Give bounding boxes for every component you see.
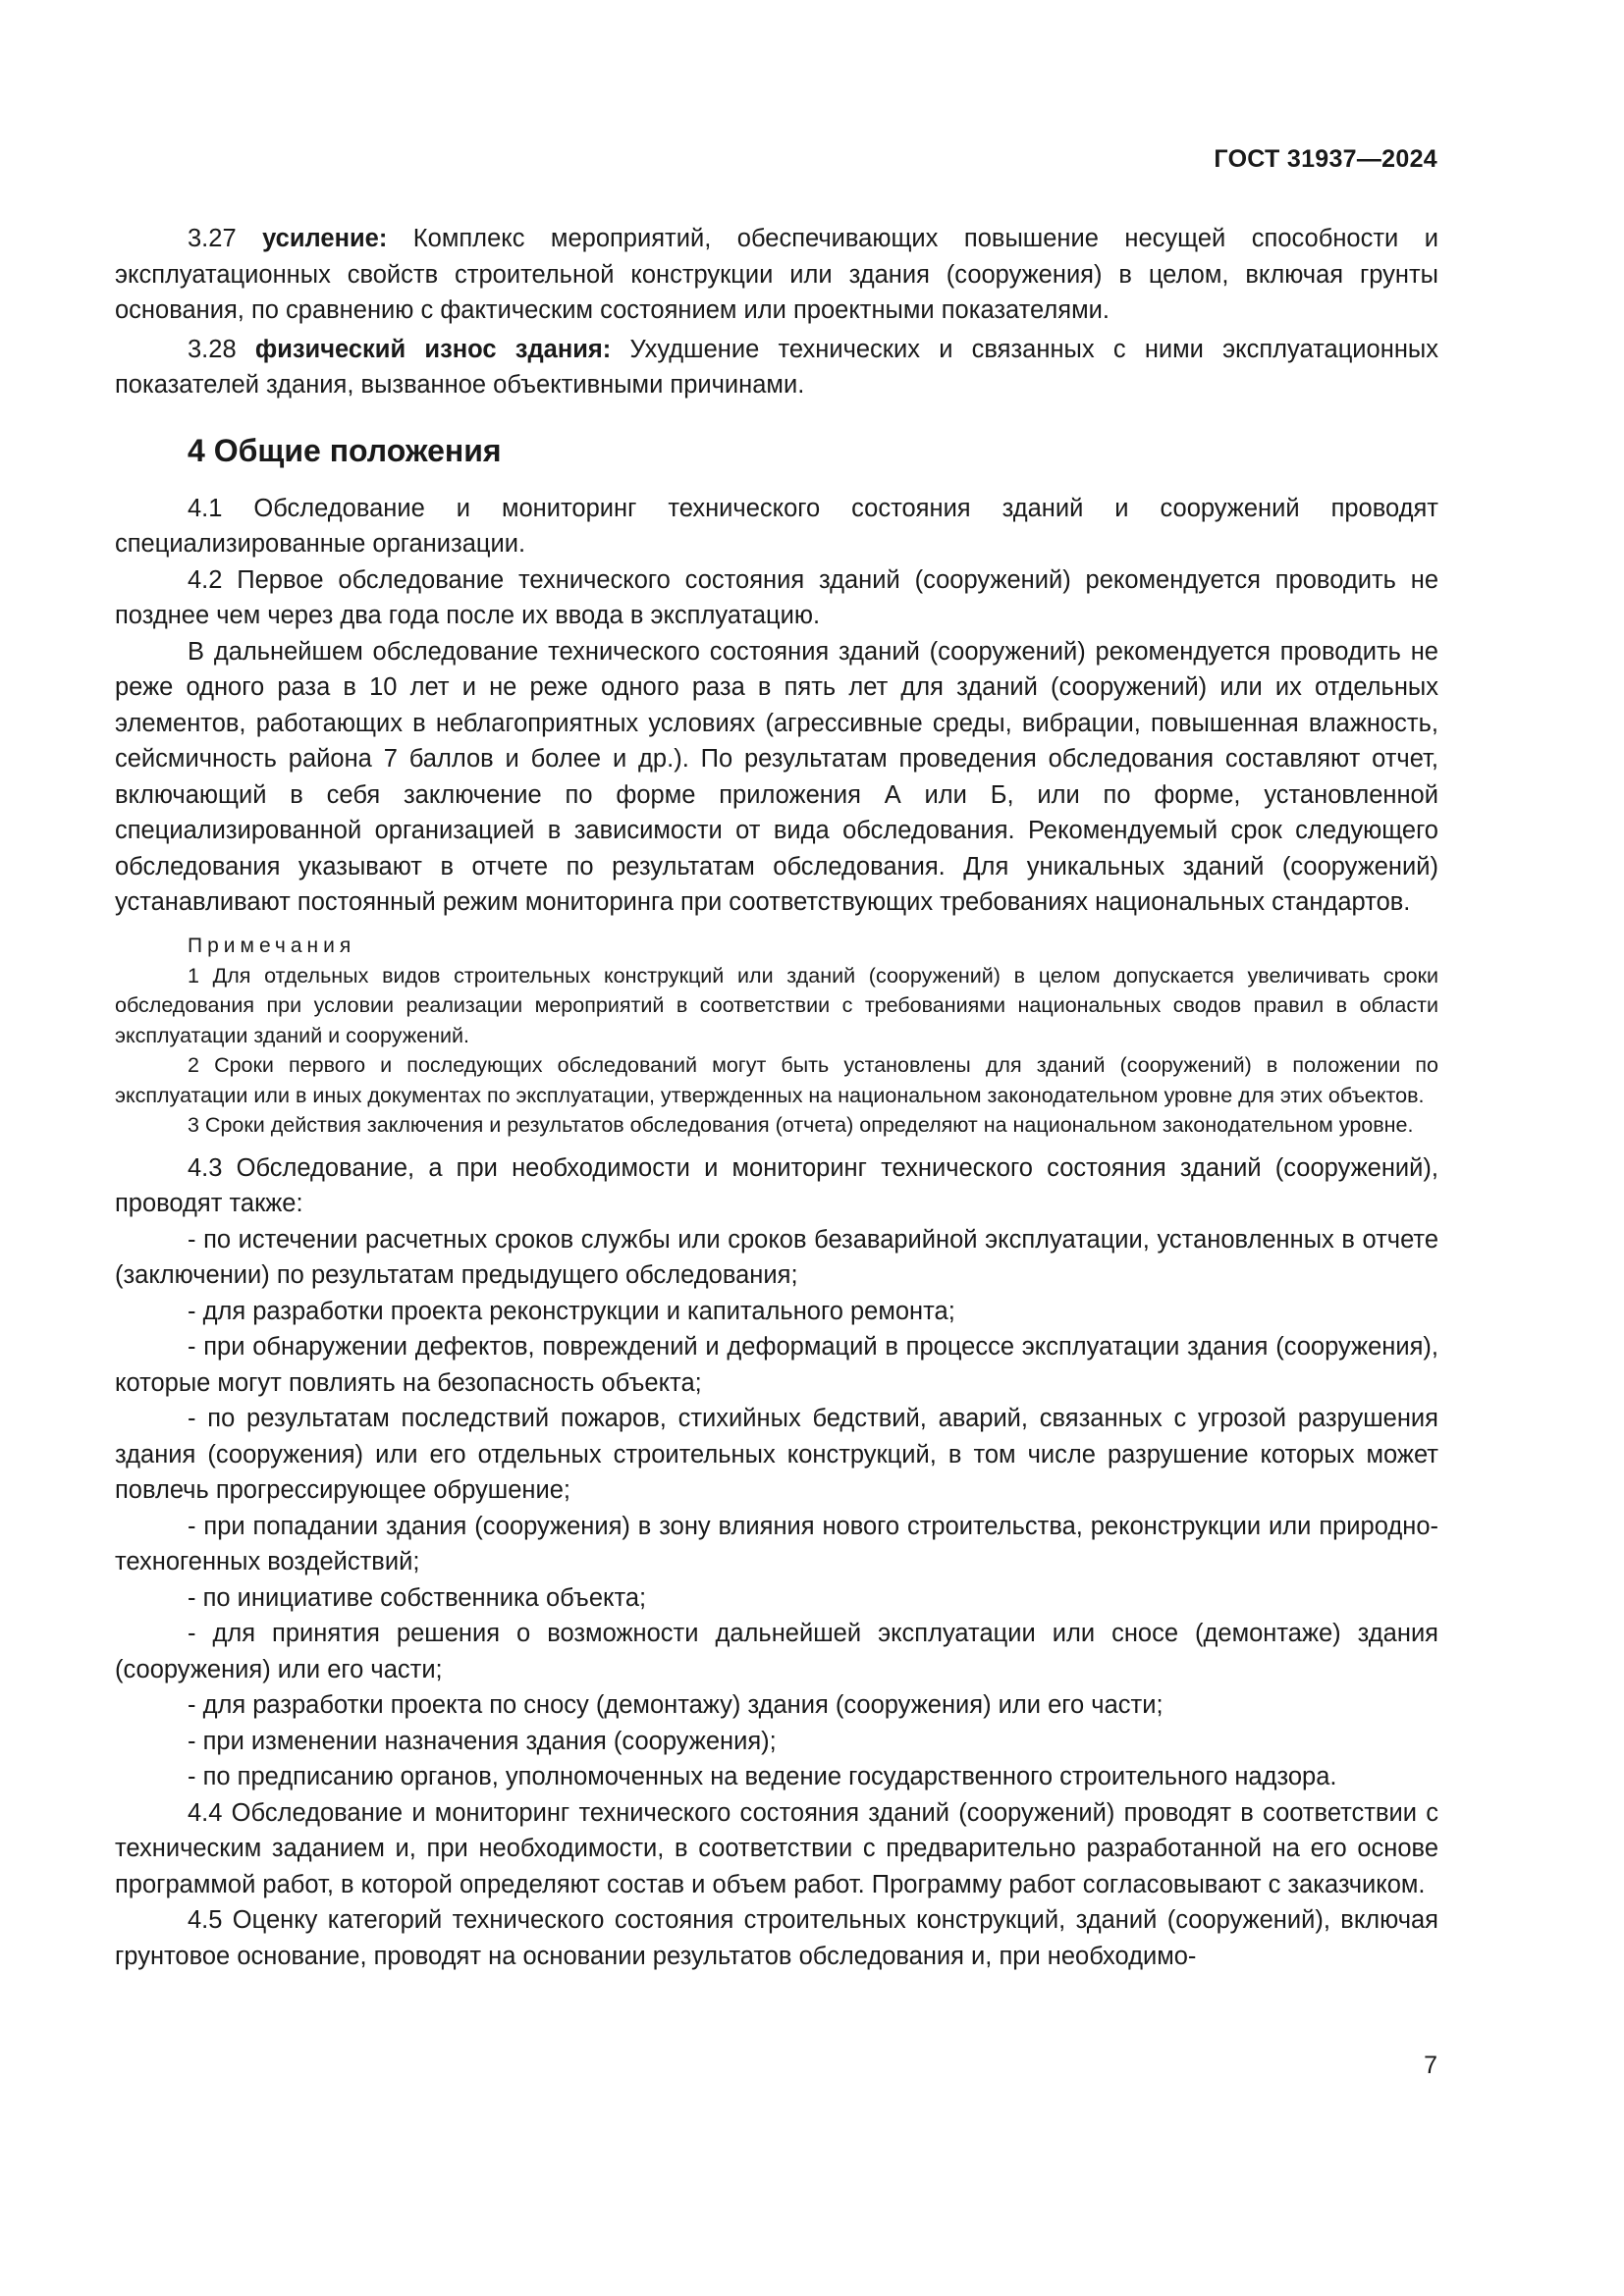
paragraph-4-1: 4.1 Обследование и мониторинг технического состояния зданий и сооружений проводят специализированные организации. (115, 494, 1438, 558)
definition-3-27 (115, 221, 1438, 329)
list-item: - при обнаружении дефектов, повреждений и деформаций в процессе эксплуатации здания (сооружения), которые могут повлиять на безопасность объекта; (115, 1333, 1438, 1397)
note-item: 1 Для отдельных видов строительных конструкций или зданий (сооружений) в целом допускается увеличивать сроки обследования при условии реализации мероприятий в соответствии с требованиями национальных сводов правил в области эксплуатации зданий и сооружений. (115, 963, 1438, 1047)
paragraph-4-4: 4.4 Обследование и мониторинг технического состояния зданий (сооружений) проводят в соответствии с техническим заданием и, при необходимости, в соответствии с предварительно разработанной на его основе программой работ, в которой определяют состав и объем работ. Программу работ согласовывают с заказчиком. (115, 1798, 1438, 1898)
list-item: - по предписанию органов, уполномоченных на ведение государственного строительного надзора. (188, 1763, 1337, 1790)
definition-number: 3.28 (188, 335, 237, 363)
document-body (115, 221, 1438, 1974)
notes-heading: Примечания (188, 934, 356, 957)
list-item: - при изменении назначения здания (сооружения); (188, 1727, 777, 1755)
document-id: ГОСТ 31937—2024 (1214, 145, 1437, 173)
definition-term: физический износ здания: (254, 335, 612, 363)
list-item: - по результатам последствий пожаров, стихийных бедствий, аварий, связанных с угрозой разрушения здания (сооружения) или его отдельных строительных конструкций, в том числе разрушение которых может повлечь прогрессирующее обрушение; (115, 1405, 1438, 1504)
list-item: - по истечении расчетных сроков службы или сроков безаварийной эксплуатации, установленных в отчете (заключении) по результатам предыдущего обследования; (115, 1225, 1438, 1289)
note-item: 3 Сроки действия заключения и результатов обследования (отчета) определяют на национальном законодательном уровне. (188, 1113, 1414, 1137)
definition-text: Ухудшение технических и связанных с ними эксплуатационных показателей здания, вызванное объективными причинами. (115, 335, 1438, 399)
page-number: 7 (1424, 2052, 1437, 2079)
section-title: 4 Общие положения (188, 432, 502, 468)
list-item: - для принятия решения о возможности дальнейшей эксплуатации или сносе (демонтаже) здания (сооружения) или его части; (115, 1620, 1438, 1683)
list-item: - для разработки проекта по сносу (демонтажу) здания (сооружения) или его части; (188, 1691, 1164, 1719)
list-item: - при попадании здания (сооружения) в зону влияния нового строительства, реконструкции или природно-техногенных воздействий; (115, 1512, 1438, 1575)
notes-block (115, 931, 1438, 1141)
definition-number: 3.27 (188, 225, 237, 252)
paragraph-4-3: 4.3 Обследование, а при необходимости и мониторинг технического состояния зданий (сооружений), проводят также: (115, 1153, 1438, 1217)
definition-text: Комплекс мероприятий, обеспечивающих повышение несущей способности и эксплуатационных свойств строительной конструкции или здания (сооружения) в целом, включая грунты основания, по сравнению с фактическим состоянием или проектными показателями. (115, 225, 1438, 324)
paragraph-4-2: 4.2 Первое обследование технического состояния зданий (сооружений) рекомендуется проводить не позднее чем через два года после их ввода в эксплуатацию. (115, 565, 1438, 629)
definition-term: усиление: (262, 225, 388, 252)
paragraph-4-5: 4.5 Оценку категорий технического состояния строительных конструкций, зданий (сооружений), включая грунтовое основание, проводят на основании результатов обследования и, при необходимо- (115, 1906, 1438, 1970)
definition-3-28 (115, 332, 1438, 403)
note-item: 2 Сроки первого и последующих обследований могут быть установлены для зданий (сооружений) в положении по эксплуатации или в иных документах по эксплуатации, утвержденных на национальном законодательном уровне для этих объектов. (115, 1053, 1438, 1107)
paragraph-4-2-continued: В дальнейшем обследование технического состояния зданий (сооружений) рекомендуется проводить не реже одного раза в 10 лет и не реже одного раза в пять лет для зданий (сооружений) или их отдельных элементов, работающих в неблагоприятных условиях (агрессивные среды, вибрации, повышенная влажность, сейсмичность района 7 баллов и более и др.). По результатам проведения обследования составляют отчет, включающий в себя заключение по форме приложения А или Б, или по форме, установленной специализированной организацией в зависимости от вида обследования. Рекомендуемый срок следующего обследования указывают в отчете по результатам обследования. Для уникальных зданий (сооружений) устанавливают постоянный режим мониторинга при соответствующих требованиях национальных стандартов. (115, 637, 1438, 916)
list-item: - для разработки проекта реконструкции и капитального ремонта; (188, 1297, 955, 1325)
list-item: - по инициативе собственника объекта; (188, 1583, 647, 1612)
